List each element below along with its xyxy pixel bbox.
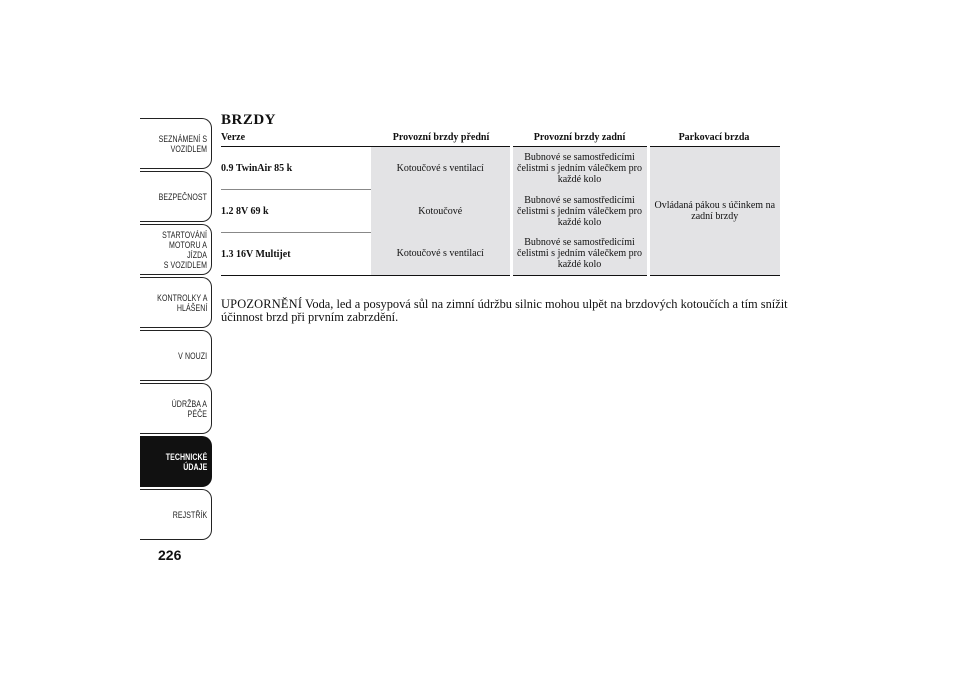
rear-brake-cell: Bubnové se samostředicími čelistmi s jedním válečkem pro každé kolo — [511, 190, 648, 233]
front-brake-cell: Kotoučové s ventilací — [371, 147, 511, 190]
section-title: BRZDY — [221, 112, 277, 128]
tab-label: STARTOVÁNÍ MOTORU A JÍZDA S VOZIDLEM — [162, 229, 207, 270]
column-header-front-brakes: Provozní brzdy přední — [371, 129, 511, 147]
rear-brake-cell: Bubnové se samostředicími čelistmi s jedním válečkem pro každé kolo — [511, 233, 648, 276]
tab-bezpecnost[interactable] — [140, 171, 212, 222]
version-cell: 1.2 8V 69 k — [221, 190, 371, 233]
tab-kontrolky[interactable] — [140, 277, 212, 328]
warning-note — [221, 298, 791, 324]
tab-label: BEZPEČNOST — [158, 191, 207, 202]
tab-label: V NOUZI — [177, 350, 207, 361]
column-header-rear-brakes: Provozní brzdy zadní — [511, 129, 648, 147]
tab-seznameni-s-vozidlem[interactable] — [140, 118, 212, 169]
brakes-table — [221, 129, 780, 276]
rear-brake-cell: Bubnové se samostředicími čelistmi s jedním válečkem pro každé kolo — [511, 147, 648, 190]
version-cell: 1.3 16V Multijet — [221, 233, 371, 276]
front-brake-cell: Kotoučové s ventilací — [371, 233, 511, 276]
tab-label: REJSTŘÍK — [172, 509, 207, 520]
version-cell: 0.9 TwinAir 85 k — [221, 147, 371, 190]
tab-label: KONTROLKY A HLÁŠENÍ — [156, 292, 207, 313]
column-header-parking-brake: Parkovací brzda — [648, 129, 780, 147]
tab-label: ÚDRŽBA A PÉČE — [171, 398, 207, 419]
tab-label: SEZNÁMENÍ S VOZIDLEM — [158, 133, 207, 154]
tab-startovani[interactable] — [140, 224, 212, 275]
tab-technicke-udaje[interactable] — [140, 436, 212, 487]
column-header-version: Verze — [221, 129, 371, 147]
page-number: 226 — [158, 547, 182, 563]
front-brake-cell: Kotoučové — [371, 190, 511, 233]
warning-label: UPOZORNĚNÍ — [221, 297, 303, 312]
tab-label: TECHNICKÉ ÚDAJE — [165, 451, 207, 472]
tab-rejstrik[interactable] — [140, 489, 212, 540]
table-row — [221, 147, 780, 190]
tab-v-nouzi[interactable] — [140, 330, 212, 381]
chapter-tabs — [140, 118, 212, 542]
parking-brake-cell: Ovládaná pákou s účinkem na zadní brzdy — [648, 147, 780, 276]
table-header-row — [221, 129, 780, 147]
tab-udrzba-a-pece[interactable] — [140, 383, 212, 434]
warning-text: Voda, led a posypová sůl na zimní údržbu silnic mohou ulpět na brzdových kotoučích a tím snížit účinnost brzd při prvním zabrzdění. — [221, 297, 788, 325]
